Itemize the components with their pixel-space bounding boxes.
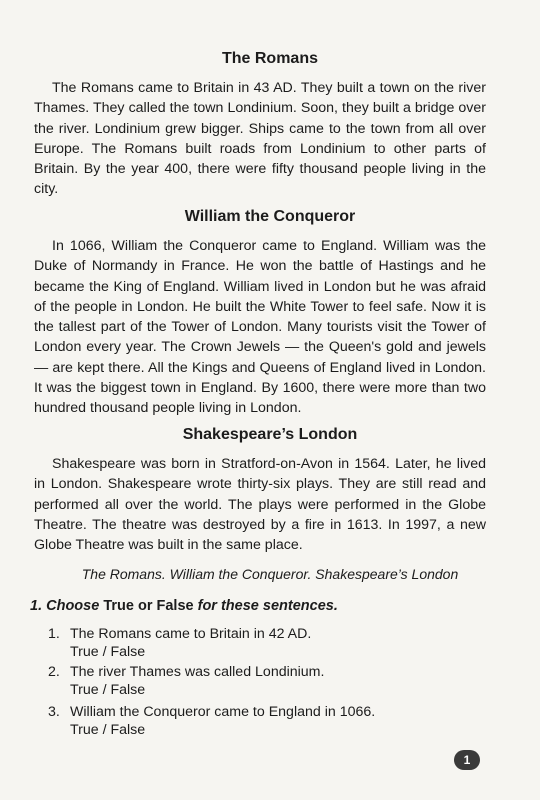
- item-number: 1.: [48, 626, 60, 642]
- item-text: The Romans came to Britain in 42 AD.: [70, 626, 312, 642]
- task-heading: [30, 598, 338, 614]
- true-false-option[interactable]: True / False: [70, 644, 146, 660]
- true-false-option[interactable]: True / False: [70, 682, 146, 698]
- section-title-romans: The Romans: [221, 50, 318, 67]
- task-rest: for these sentences.: [197, 598, 338, 614]
- list-item: [48, 624, 311, 644]
- task-number: 1.: [30, 598, 43, 614]
- item-text: William the Conqueror came to England in 1066.: [70, 704, 376, 720]
- true-false-option[interactable]: True / False: [70, 722, 146, 738]
- section-text-romans: The Romans came to Britain in 43 AD. They built a town on the river Thames. They called the town Londinium. Soon, they built a bridge over the river. Londinium grew bigger. Ships came to the town from all over Europe. The Romans built roads from Londinium to other parts of Britain. By the year 400, there were fifty thousand people living in the city.: [34, 80, 486, 198]
- list-item: [48, 662, 324, 682]
- task-verb: Choose: [46, 598, 100, 614]
- item-number: 2.: [48, 664, 60, 680]
- task-keyword: True or False: [103, 598, 194, 614]
- section-text-shakespeare: Shakespeare was born in Stratford-on-Avon in 1564. Later, he lived in London. Shakespeare wrote thirty-six plays. They are still read and performed all over the world. The plays were performed in the Globe Theatre. The theatre was destroyed by a fire in 1613. In 1997, a new Globe Theatre was built in the same place.: [34, 456, 486, 554]
- section-title-shakespeare: Shakespeare’s London: [182, 426, 358, 443]
- item-text: The river Thames was called Londinium.: [70, 664, 325, 680]
- page-number-badge: 1: [454, 750, 480, 770]
- text-caption: The Romans. William the Conqueror. Shakespeare’s London: [81, 566, 459, 582]
- section-text-william: In 1066, William the Conqueror came to England. William was the Duke of Normandy in France. He won the battle of Hastings and he became the King of England. William lived in London but he was afraid of the people in London. He built the White Tower to feel safe. Now it is the tallest part of the Tower of London. Many tourists visit the Tower of London every year. The Crown Jewels — the Queen's gold and jewels — are kept there. All the Kings and Queens of England lived in London. It was the biggest town in England. By 1600, there were more than two hundred thousand people living in London.: [34, 238, 486, 417]
- item-number: 3.: [48, 704, 60, 720]
- list-item: [48, 702, 375, 722]
- section-title-william: William the Conqueror: [184, 208, 356, 225]
